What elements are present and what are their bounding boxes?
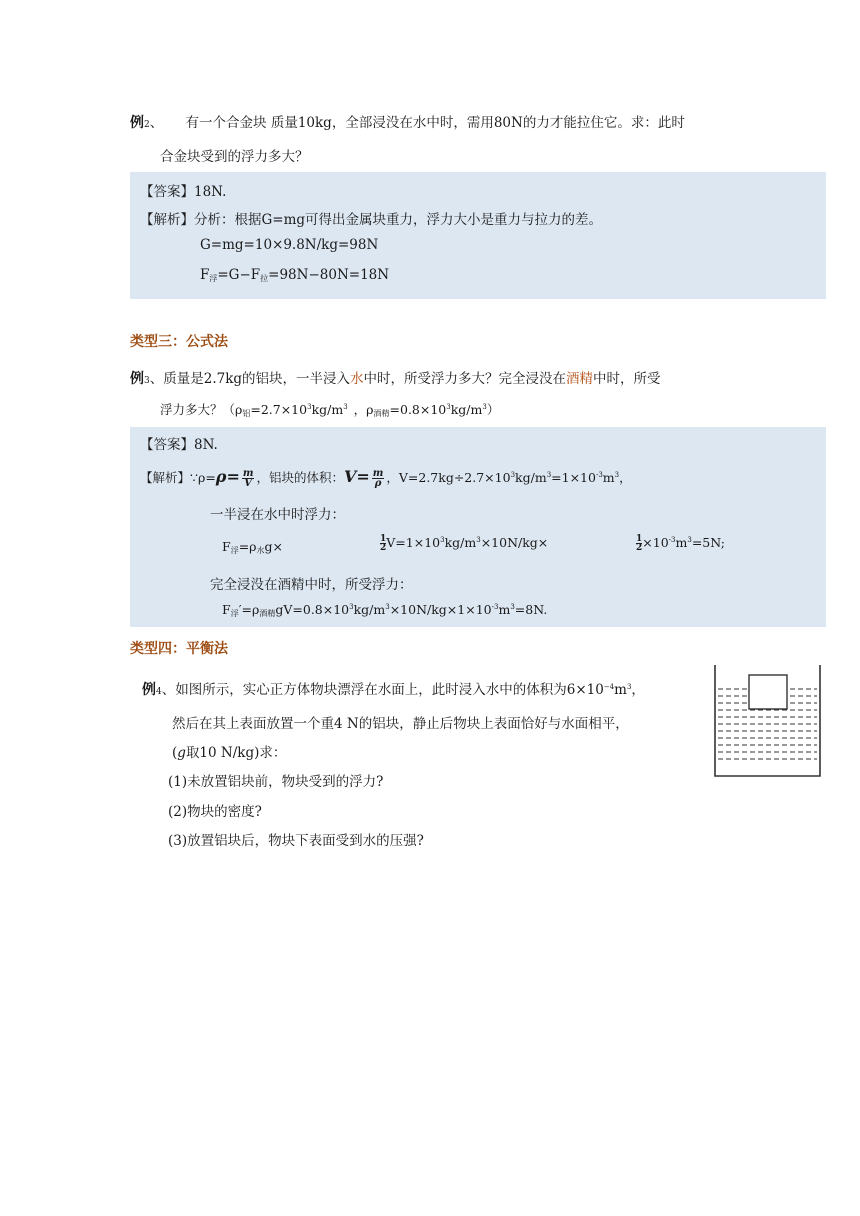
fraction-m-over-rho (372, 469, 385, 488)
analysis-line (140, 467, 632, 488)
calc-text: g× (264, 539, 283, 554)
example-4-subq1: (1)未放置铝块前，物块受到的浮力? (168, 774, 384, 790)
calc-text: kg/m (353, 602, 386, 617)
q-text: =0.8×10 (389, 402, 447, 417)
calc-text: F (222, 539, 231, 554)
analysis-text: ，V=2.7kg÷2.7×10 (386, 470, 511, 485)
question-text: 中时，所受 (593, 371, 661, 387)
answer-value: 18N. (194, 184, 227, 200)
answer-value: 8N. (194, 437, 218, 453)
subscript: 水 (256, 546, 265, 555)
analysis-text: =1×10 (551, 470, 596, 485)
calc-text: m (498, 602, 511, 617)
fully-immersed-calc (222, 602, 547, 619)
superscript: 3 (440, 536, 445, 544)
section-heading-3: 类型三：公式法 (130, 334, 228, 350)
superscript: -3 (595, 471, 603, 479)
example-3-question-line1 (130, 367, 661, 388)
question-text: 取10 N/kg)求： (185, 745, 287, 761)
calc-text: ×10N/kg×1×10 (389, 602, 492, 617)
calc-text: ′=ρ (238, 602, 260, 617)
example-4-subq3-clip (168, 826, 568, 849)
subscript: 浮 (230, 609, 239, 618)
q-text: =2.7×10 (250, 402, 308, 417)
analysis-tag: 【解析】 (140, 212, 194, 228)
subscript: 铝 (242, 409, 251, 418)
numerator: m (372, 468, 384, 479)
calc-text: =5N; (691, 535, 725, 550)
superscript: 3 (510, 471, 516, 479)
v-symbol: V (343, 467, 357, 486)
question-text: 有一个合金块 质量10kg，全部浸没在水中时，需用80N的力才能拉住它。求：此时 (185, 115, 685, 131)
q-text: kg/m (311, 402, 344, 417)
q-text: 浮力多大？（ρ (160, 402, 243, 417)
fraction-m-over-v (242, 469, 255, 488)
q-text: ，ρ (353, 402, 374, 417)
equals-sign: = (356, 467, 370, 486)
calc-text: =ρ (238, 539, 257, 554)
numerator: 1 (636, 534, 643, 544)
calc-text: ×10 (642, 535, 669, 550)
superscript: 3 (476, 536, 481, 544)
analysis-text: kg/m (515, 470, 547, 485)
question-text: 中时，所受浮力多大？完全浸没在 (363, 371, 567, 387)
superscript: 3 (626, 683, 632, 691)
denominator: V (244, 478, 253, 489)
calc-text: F (200, 267, 210, 283)
calc-text: =98N−80N=18N (268, 267, 390, 283)
analysis-text: ， (619, 470, 632, 485)
question-text: 、如图所示，实心正方体物块漂浮在水面上，此时浸入水中的体积为6×10 (161, 682, 604, 698)
highlight-text: 酒精 (566, 371, 594, 387)
answer-tag: 【答案】 (140, 184, 194, 200)
beaker-figure (712, 665, 824, 779)
fully-immersed-label: 完全浸没在酒精中时，所受浮力： (210, 577, 413, 593)
superscript: 3 (343, 403, 348, 411)
rho-symbol: ρ (215, 467, 227, 486)
floating-cube (749, 675, 787, 709)
numerator: m (242, 468, 254, 479)
calc-text: m (675, 535, 688, 550)
example-3-question-line2 (160, 400, 499, 419)
example-4-line3 (172, 741, 286, 761)
calc-text: V=1×10 (386, 535, 441, 550)
subscript: 酒精 (259, 609, 276, 618)
calc-line-2 (200, 267, 389, 284)
calc-text: =8N. (514, 602, 548, 617)
example-2-question-line1 (130, 111, 685, 132)
superscript: −4 (603, 683, 615, 691)
calc-line-1: G=mg=10×9.8N/kg=98N (200, 237, 379, 253)
example-number: 3 (144, 376, 150, 386)
superscript: 3 (614, 471, 620, 479)
analysis-text: ∵ρ= (190, 470, 216, 485)
superscript: 3 (385, 603, 390, 611)
example-4-line2: 然后在其上表面放置一个重4 N的铝块，静止后物块上表面恰好与水面相平， (172, 716, 629, 732)
example-4-line1 (142, 678, 645, 699)
example-4-subq3: (3)放置铝块后，物块下表面受到水的压强? (168, 833, 424, 849)
half-immersed-calc-c (636, 535, 725, 552)
example-number: 2 (144, 120, 150, 130)
question-text: m (614, 682, 627, 698)
example-number: 4 (156, 687, 162, 697)
calc-text: ×10N/kg× (480, 535, 549, 550)
half-immersed-calc-b (380, 535, 548, 552)
example-sep: 、 (149, 115, 164, 131)
section-heading-4: 类型四：平衡法 (130, 641, 228, 657)
example-label: 例 (130, 371, 144, 387)
example-4-subq2: (2)物块的密度? (168, 804, 262, 820)
subscript: 浮 (209, 274, 218, 283)
denominator: 2 (636, 543, 643, 553)
superscript: 3 (446, 403, 451, 411)
denominator: 2 (380, 543, 387, 553)
analysis-text: 分析：根据G=mg可得出金属块重力，浮力大小是重力与拉力的差。 (194, 212, 603, 228)
superscript: 3 (546, 471, 552, 479)
q-text: ） (486, 402, 500, 417)
analysis-text: ，铝块的体积： (256, 470, 344, 485)
half-immersed-label: 一半浸在水中时浮力： (210, 507, 345, 523)
question-text: ， (631, 682, 645, 698)
q-text: kg/m (450, 402, 483, 417)
superscript: 3 (307, 403, 312, 411)
example-label: 例 (130, 115, 144, 131)
calc-text: =G−F (217, 267, 261, 283)
superscript: 3 (349, 603, 354, 611)
highlight-text: 水 (350, 371, 364, 387)
analysis-tag: 【解析】 (140, 470, 191, 485)
example-2-question-line2: 合金块受到的浮力多大？ (160, 149, 309, 165)
calc-text: F (222, 602, 231, 617)
analysis-line (140, 208, 602, 228)
question-text: 、质量是2.7kg的铝块，一半浸入 (149, 371, 351, 387)
denominator: ρ (374, 478, 382, 489)
example-3-solution-box (130, 427, 826, 627)
superscript: 3 (510, 603, 515, 611)
superscript: 3 (482, 403, 487, 411)
answer-tag: 【答案】 (140, 437, 194, 453)
subscript: 浮 (230, 546, 239, 555)
calc-text: gV=0.8×10 (275, 602, 350, 617)
g-symbol: g (177, 745, 186, 761)
numerator: 1 (380, 534, 387, 544)
calc-text: kg/m (444, 535, 477, 550)
answer-line (140, 180, 226, 200)
question-text: ( (172, 745, 178, 761)
equals-sign: = (226, 467, 240, 486)
half-immersed-calc-a (222, 539, 283, 556)
superscript: -3 (491, 603, 499, 611)
analysis-text: m (602, 470, 615, 485)
example-label: 例 (142, 682, 156, 698)
subscript: 拉 (260, 274, 269, 283)
superscript: -3 (668, 536, 676, 544)
answer-line (140, 433, 218, 453)
superscript: 3 (687, 536, 692, 544)
subscript: 酒精 (373, 409, 390, 418)
